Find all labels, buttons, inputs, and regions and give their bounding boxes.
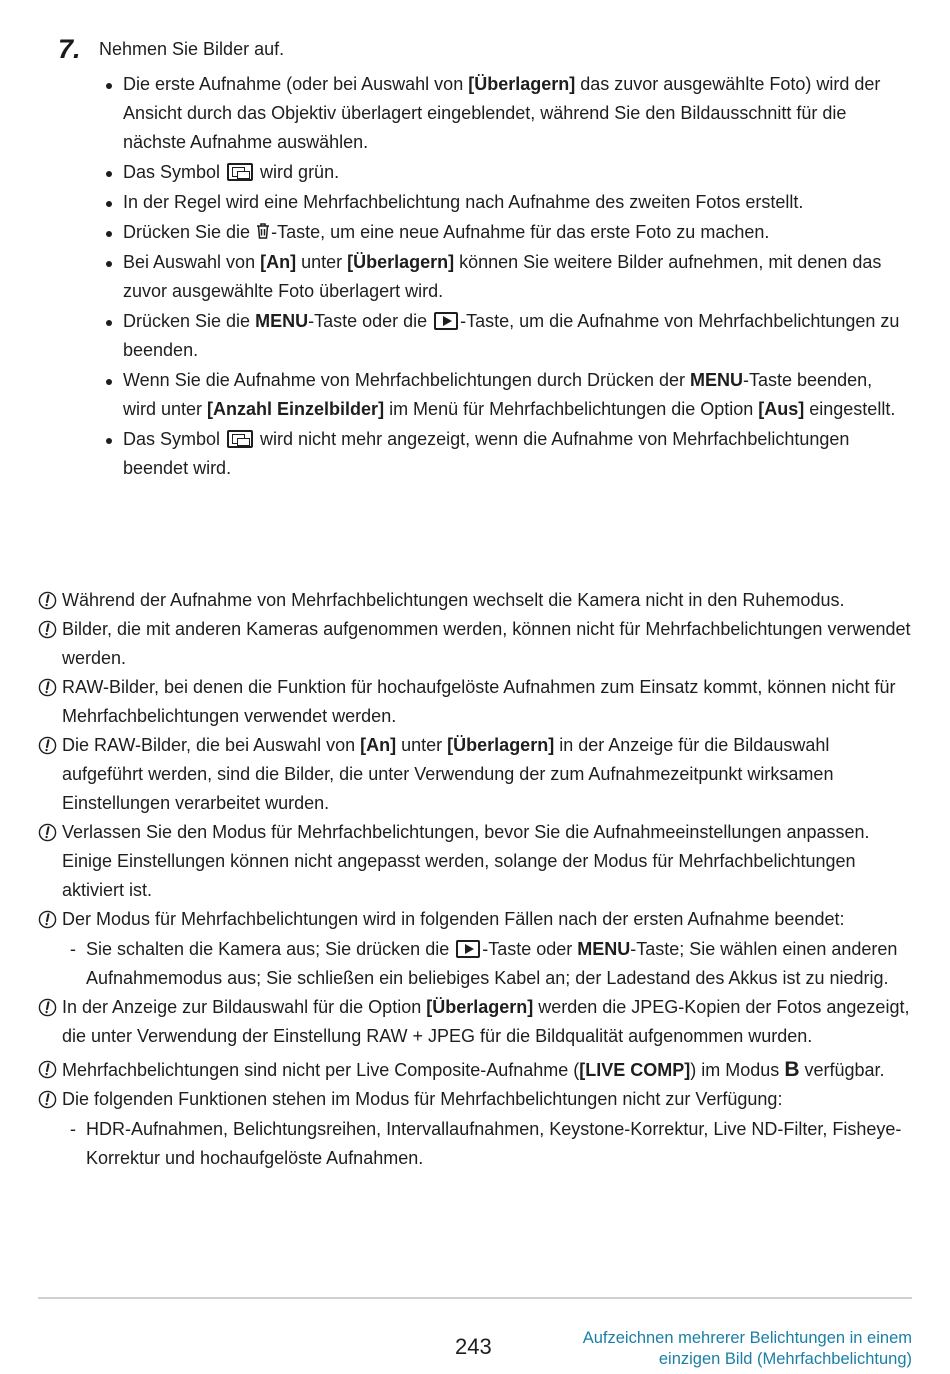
caution-icon bbox=[38, 1090, 57, 1109]
list-item: Drücken Sie die -Taste, um eine neue Aufnahme für das erste Foto zu machen. bbox=[103, 218, 908, 247]
list-item: Drücken Sie die MENU-Taste oder die -Taste, um die Aufnahme von Mehrfachbelichtungen zu beenden. bbox=[103, 307, 908, 365]
sub-list bbox=[62, 1115, 913, 1173]
playback-icon bbox=[434, 312, 458, 330]
note-item: Mehrfachbelichtungen sind nicht per Live Composite-Aufnahme ([LIVE COMP]) im Modus B verfügbar. bbox=[38, 1055, 913, 1085]
list-item: In der Regel wird eine Mehrfachbelichtung nach Aufnahme des zweiten Fotos erstellt. bbox=[103, 188, 908, 217]
caution-icon bbox=[38, 620, 57, 639]
trash-icon bbox=[255, 222, 271, 240]
sub-list bbox=[62, 935, 913, 993]
note-item: Die folgenden Funktionen stehen im Modus für Mehrfachbelichtungen nicht zur Verfügung: - HDR-Aufnahmen, Belichtungsreihen, Intervallaufnahmen, Keystone-Korrektur, Live ND-Filter, Fisheye-Korrektur und hochaufgelöste Aufnahmen. bbox=[38, 1085, 913, 1173]
sub-list-item: - HDR-Aufnahmen, Belichtungsreihen, Intervallaufnahmen, Keystone-Korrektur, Live ND-Filter, Fisheye-Korrektur und hochaufgelöste Aufnahmen. bbox=[62, 1115, 913, 1173]
caution-icon bbox=[38, 678, 57, 697]
caution-icon bbox=[38, 998, 57, 1017]
section-title-line-1: Aufzeichnen mehrerer Belichtungen in einem bbox=[582, 1329, 912, 1347]
note-item: In der Anzeige zur Bildauswahl für die Option [Überlagern] werden die JPEG-Kopien der Fotos angezeigt, die unter Verwendung der Einstellung RAW + JPEG für die Bildqualität aufgenommen wurden. bbox=[38, 993, 913, 1051]
note-item: Während der Aufnahme von Mehrfachbelichtungen wechselt die Kamera nicht in den Ruhemodus. bbox=[38, 586, 913, 615]
footer-divider bbox=[38, 1297, 912, 1299]
multi-exposure-icon bbox=[227, 430, 253, 448]
list-item: Wenn Sie die Aufnahme von Mehrfachbelichtungen durch Drücken der MENU-Taste beenden, wird unter [Anzahl Einzelbilder] im Menü für Mehrfachbelichtungen die Option [Aus] eingestellt. bbox=[103, 366, 908, 424]
caution-icon bbox=[38, 736, 57, 755]
page-number: 243 bbox=[455, 1334, 492, 1359]
caution-icon bbox=[38, 591, 57, 610]
note-item: Verlassen Sie den Modus für Mehrfachbelichtungen, bevor Sie die Aufnahmeeinstellungen anpassen. Einige Einstellungen können nicht angepasst werden, solange der Modus für Mehrfachbelichtungen aktiviert ist. bbox=[38, 818, 913, 905]
note-item: Der Modus für Mehrfachbelichtungen wird in folgenden Fällen nach der ersten Aufnahme beendet: - Sie schalten die Kamera aus; Sie drücken die -Taste oder MENU-Taste; Sie wählen einen anderen Aufnahmemodus aus; Sie schließen ein beliebiges Kabel an; der Ladestand des Akkus ist zu niedrig. bbox=[38, 905, 913, 993]
note-item: Bilder, die mit anderen Kameras aufgenommen werden, können nicht für Mehrfachbelichtungen verwendet werden. bbox=[38, 615, 913, 673]
caution-notes bbox=[38, 586, 913, 1173]
list-item: Das Symbol wird grün. bbox=[103, 158, 908, 187]
list-item: Bei Auswahl von [An] unter [Überlagern] können Sie weitere Bilder aufnehmen, mit denen das zuvor ausgewählte Foto überlagert wird. bbox=[103, 248, 908, 306]
note-item: Die RAW-Bilder, die bei Auswahl von [An] unter [Überlagern] in der Anzeige für die Bildauswahl aufgeführt werden, sind die Bilder, die unter Verwendung der zum Aufnahmezeitpunkt wirksamen Einstellungen verarbeitet wurden. bbox=[38, 731, 913, 818]
step-title: Nehmen Sie Bilder auf. bbox=[99, 39, 285, 59]
mode-b-label: B bbox=[784, 1058, 800, 1081]
list-item: Die erste Aufnahme (oder bei Auswahl von [Überlagern] das zuvor ausgewählte Foto) wird der Ansicht durch das Objektiv überlagert eingeblendet, während Sie den Bildausschnitt für die nächste Aufnahme auswählen. bbox=[103, 70, 908, 157]
section-title-line-2: einzigen Bild (Mehrfachbelichtung) bbox=[658, 1350, 912, 1368]
playback-icon bbox=[456, 940, 480, 958]
section-title-link[interactable] bbox=[492, 1328, 912, 1370]
multi-exposure-icon bbox=[227, 163, 253, 181]
list-item: Das Symbol wird nicht mehr angezeigt, wenn die Aufnahme von Mehrfachbelichtungen beendet wird. bbox=[103, 425, 908, 483]
sub-list-item: - Sie schalten die Kamera aus; Sie drücken die -Taste oder MENU-Taste; Sie wählen einen anderen Aufnahmemodus aus; Sie schließen ein beliebiges Kabel an; der Ladestand des Akkus ist zu niedrig. bbox=[62, 935, 913, 993]
step-number: 7. bbox=[58, 34, 81, 64]
step-bullet-list bbox=[103, 70, 908, 484]
caution-icon bbox=[38, 1060, 57, 1079]
note-item: RAW-Bilder, bei denen die Funktion für hochaufgelöste Aufnahmen zum Einsatz kommt, können nicht für Mehrfachbelichtungen verwendet werden. bbox=[38, 673, 913, 731]
caution-icon bbox=[38, 823, 57, 842]
caution-icon bbox=[38, 910, 57, 929]
